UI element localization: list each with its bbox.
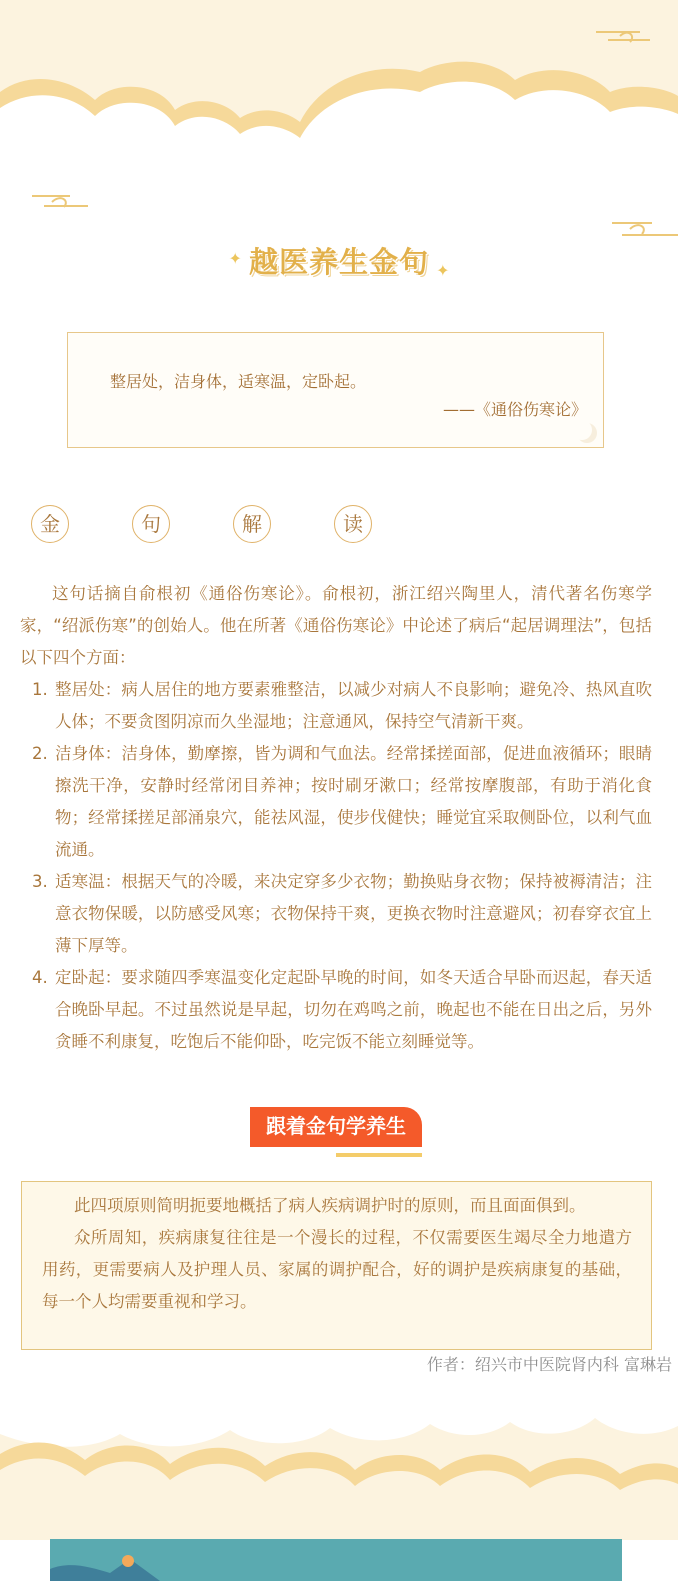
- principles-list: [20, 674, 652, 1058]
- list-number: 1.: [32, 680, 48, 699]
- bottom-cloud-banner: [0, 1378, 678, 1540]
- list-text: 洁身体：洁身体，勤摩擦，皆为调和气血法。经常揉搓面部，促进血液循环；眼睛擦洗干净，安静时经常闭目养神；按时刷牙漱口；经常按摩腹部，有助于消化食物；经常揉搓足部涌泉穴，能祛风湿，使步伐健快；睡觉宜采取侧卧位，以利气血流通。: [55, 744, 652, 859]
- list-text: 定卧起：要求随四季寒温变化定起卧早晚的时间，如冬天适合早卧而迟起，春天适合晚卧早起。不过虽然说是早起，切勿在鸡鸣之前，晚起也不能在日出之后，另外贪睡不利康复，吃饱后不能仰卧，吃完饭不能立刻睡觉等。: [55, 968, 652, 1051]
- heading-char-1: 金: [31, 505, 69, 543]
- swirl-ornament-right: [612, 220, 678, 240]
- article-body: [20, 578, 652, 1058]
- quote-text: 整居处，洁身体，适寒温，定卧起。: [110, 372, 367, 391]
- list-number: 4.: [32, 968, 48, 987]
- list-item: [20, 674, 652, 738]
- heading-char-4: 读: [334, 505, 372, 543]
- list-item: [20, 738, 652, 866]
- list-number: 2.: [32, 744, 48, 763]
- cloud-illustration: [0, 0, 678, 192]
- quote-box: [67, 332, 604, 448]
- footer-image: [50, 1539, 622, 1581]
- sparkle-icon-right: ✦: [436, 261, 450, 280]
- moon-icon: [577, 423, 597, 443]
- page-title: 越医养生金句: [248, 245, 429, 279]
- author-credit: 作者：绍兴市中医院肾内科 富琳岩: [426, 1355, 672, 1374]
- list-text: 适寒温：根据天气的冷暖，来决定穿多少衣物；勤换贴身衣物；保持被褥清洁；注意衣物保暖，以防感受风寒；衣物保持干爽，更换衣物时注意避风；初春穿衣宜上薄下厚等。: [55, 872, 652, 955]
- sparkle-icon-left: ✦: [228, 249, 242, 268]
- intro-paragraph: 这句话摘自俞根初《通俗伤寒论》。俞根初，浙江绍兴陶里人，清代著名伤寒学家，“绍派伤寒”的创始人。他在所著《通俗伤寒论》中论述了病后“起居调理法”，包括以下四个方面：: [20, 584, 652, 667]
- swirl-ornament-left: [30, 192, 100, 212]
- list-number: 3.: [32, 872, 48, 891]
- list-item: [20, 962, 652, 1058]
- footer-illustration: [50, 1539, 622, 1581]
- note-paragraph-1: 此四项原则简明扼要地概括了病人疾病调护时的原则，而且面面俱到。: [74, 1196, 586, 1215]
- section-2-heading: [250, 1107, 422, 1159]
- heading-char-2: 句: [132, 505, 170, 543]
- list-text: 整居处：病人居住的地方要素雅整洁，以减少对病人不良影响；避免冷、热风直吹人体；不要贪图阴凉而久坐湿地；注意通风，保持空气清新干爽。: [55, 680, 652, 731]
- note-text: [42, 1190, 632, 1318]
- heading-char-3: 解: [233, 505, 271, 543]
- section-2-title: 跟着金句学养生: [250, 1107, 422, 1147]
- top-cloud-banner: [0, 0, 678, 192]
- list-item: [20, 866, 652, 962]
- title-area: [0, 240, 678, 281]
- cloud-illustration-bottom: [0, 1378, 678, 1540]
- note-paragraph-2: 众所周知，疾病康复往往是一个漫长的过程，不仅需要医生竭尽全力地遣方用药，更需要病人及护理人员、家属的调护配合，好的调护是疾病康复的基础，每一个人均需要重视和学习。: [42, 1228, 632, 1311]
- section-underline: [336, 1153, 422, 1157]
- note-box: [21, 1181, 652, 1350]
- quote-source: ——《通俗伤寒论》: [442, 400, 587, 419]
